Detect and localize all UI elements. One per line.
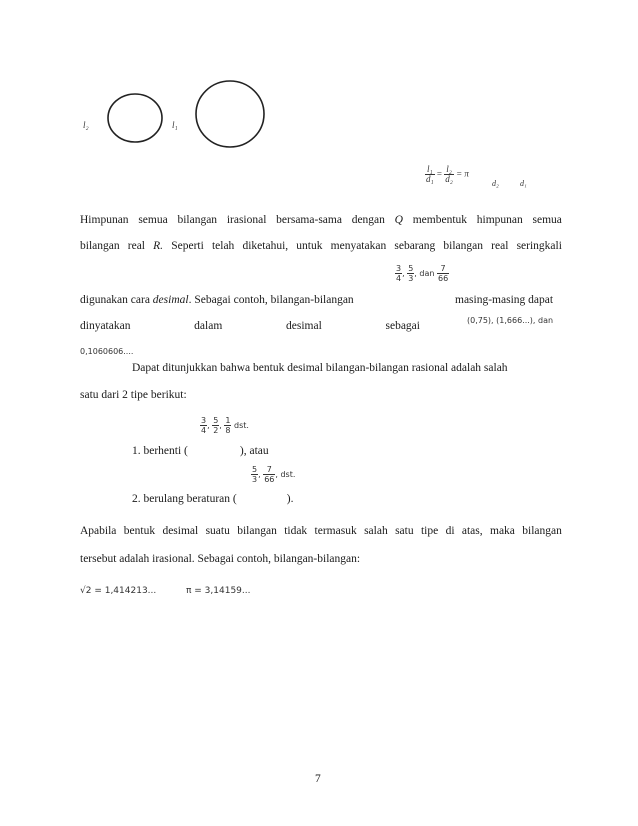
small-circle [108,94,162,142]
pi-example: π = 3,14159... [186,586,251,596]
label-d1: d₁ [520,179,527,188]
word: atas, [461,525,483,537]
word: dengan [351,214,385,226]
fractions-example: $\frac{3}{4}$ , $\frac{5}{3}$ , dan $\frac{7}{66}$ [396,264,449,283]
word: menyatakan [330,240,387,252]
list-item-2: 2. berulang beraturan ( ). [132,493,294,505]
word: real [491,240,509,252]
word: tipe [420,525,439,537]
para1-line1 [80,214,562,226]
decimals-example: (0,75), (1,666...), dan [467,316,554,325]
word: satu [395,525,414,537]
word: himpunan [476,214,523,226]
word: semua [532,214,562,226]
sqrt2-example: √2 = 1,414213... [80,586,157,596]
word: semua [138,214,168,226]
word: real [127,240,145,252]
word: irasional [226,214,267,226]
word: tidak [284,525,308,537]
word: bersama-sama [276,214,342,226]
para3-line2: tersebut adalah irasional. Sebagai contoh, bilangan-bilangan: [80,553,361,565]
word: bilangan [443,240,484,252]
word: bilangan [522,525,562,537]
word: maka [490,525,515,537]
word: desimal [162,525,199,537]
word: dinyatakan [80,320,131,332]
eq-l2: l₂ [446,164,452,174]
eq-equals: = [436,168,442,179]
para1-line4 [80,320,420,332]
word: bilangan [177,214,218,226]
list-item-1: 1. berhenti ( ), atau [132,445,269,457]
eq-d1: d₁ [426,174,434,184]
word: di [445,525,455,537]
word: dalam [194,320,223,332]
word: untuk [296,240,323,252]
word: Q [394,214,403,226]
para2-line1: Dapat ditunjukkan bahwa bentuk desimal bilangan-bilangan rasional adalah salah [132,362,508,374]
word: bentuk [123,525,156,537]
para3-line1 [80,525,562,537]
word: sebagai [385,320,420,332]
eq-pi: = π [456,168,469,179]
word: suatu [205,525,230,537]
word: desimal [286,320,322,332]
label-l1: l₁ [172,120,178,130]
large-circle-right-part [195,76,270,148]
word: sebarang [394,240,436,252]
para2-line2: satu dari 2 tipe berikut: [80,389,187,401]
word: Apabila [80,525,117,537]
term-desimal: desimal [152,294,189,306]
para1-line3-left: digunakan cara desimal. Sebagai contoh, bilangan-bilangan [80,294,354,306]
word: seringkali [516,240,562,252]
eq-l1: l₁ [427,164,433,174]
label-l2: l₂ [83,120,89,130]
item1-math: $\frac{3}{4}$ , $\frac{5}{2}$ , $\frac{1}{8}$ dst. [201,416,249,435]
eq-d2: d₂ [445,174,453,184]
word: Seperti [171,240,204,252]
word: R. [153,240,164,252]
para1-line3-right: masing-masing dapat [455,294,554,306]
word: bilangan [80,240,120,252]
decimal-example-2: 0,1060606.... [80,347,134,356]
word: bilangan [237,525,277,537]
word: termasuk [314,525,357,537]
word: diketahui, [242,240,289,252]
word: Himpunan [80,214,129,226]
ratio-equation [425,165,469,184]
para1-line2 [80,240,562,252]
item2-math: $\frac{5}{3}$ , $\frac{7}{66}$ , dst. [252,465,296,484]
word: telah [211,240,235,252]
page-number: 7 [315,773,321,785]
word: salah [364,525,388,537]
label-d2: d₂ [492,179,499,188]
word: membentuk [412,214,468,226]
